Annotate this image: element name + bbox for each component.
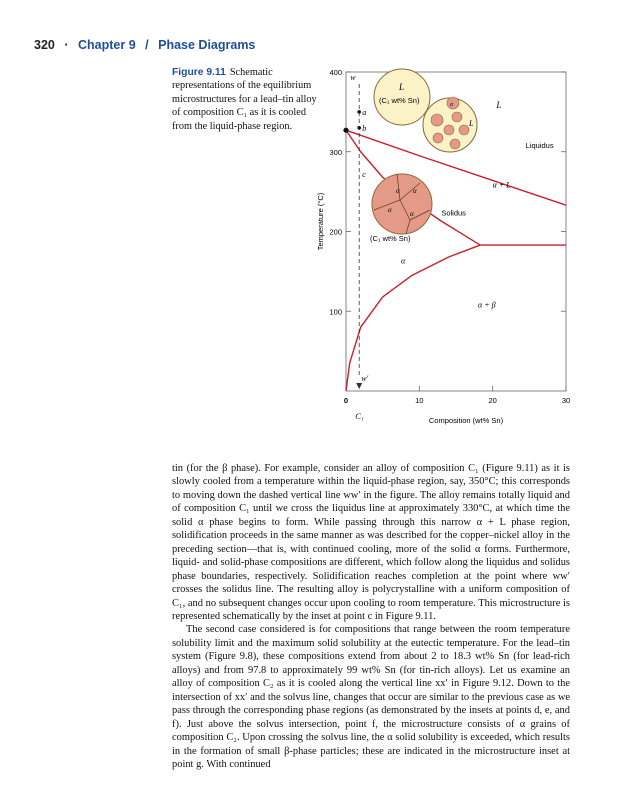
page-number: 320 (34, 38, 55, 52)
inset-c-alpha-grains (370, 174, 432, 243)
caption-text: Schematic representations of the equilibrium microstructures for a lead–tin alloy of composition C₁ as it is cooled from the liquid-phase region. (172, 67, 317, 132)
inset-c-grain-label: α (413, 187, 417, 195)
point-label-a: a (362, 107, 367, 117)
inset-b-grain (431, 114, 443, 126)
inset-c-composition: (C₁ wt% Sn) (370, 234, 411, 243)
y-tick-label: 100 (329, 307, 342, 317)
inset-b-alpha-liquid (423, 97, 477, 152)
inset-a-phase-label: L (399, 82, 405, 92)
inset-c-grain-label: α (396, 187, 400, 195)
phase-diagram-chart (300, 60, 590, 430)
body-paragraph: tin (for the β phase). For example, consider an alloy of composition C₁ (Figure 9.11) as it is slowly cooled from a temperature within the liquid-phase region, say, 350°C; this corresponds to moving down the dashed vertical line ww′ in the figure. The alloy remains totally liquid and of composition C₁ until we cross the liquidus line at approximately 330°C, at which time the solid α phase begins to form. While passing through this narrow α + L phase region, solidification proceeds in the same manner as was described for the copper–nickel alloy in the preceding section—that is, with continued cooling, more of the solid α forms. Furthermore, liquid- and solid-phase compositions are different, which follow along the liquidus and solidus phase boundaries, respectively. Solidification reaches completion at the point where ww′ crosses the solidus line. The resulting alloy is polycrystalline with a uniform composition of C₁, and no subsequent changes occur upon cooling to room temperature. This microstructure is represented schematically by the inset at point c in Figure 9.11. (172, 463, 570, 622)
y-tick-label: 400 (329, 68, 342, 77)
body-paragraph: The second case considered is for compositions that range between the room temperature solubility limit and the maximum solid solubility at the eutectic temperature. For the lead–tin system (Figure 9.8), these compositions extend from about 2 to 18.3 wt% Sn (for lead-rich alloys) and from 97.8 to approximately 99 wt% Sn (for tin-rich alloys). Let us examine an alloy of composition C₂ as it is cooled along the vertical line xx′ in Figure 9.12. Down to the intersection of xx′ and the solvus line, changes that occur are similar to the previous case as we pass through the corresponding phase regions (as demonstrated by the insets at points d, e, and f). Just above the solvus intersection, point f, the microstructure consists of α grains of composition C₂. Upon crossing the solvus line, the α solid solubility is exceeded, which results in the formation of small β-phase particles; these are indicated in the microstructure inset at point g. With continued (172, 624, 570, 770)
inset-b-grain (444, 125, 454, 135)
inset-b-liquid-label: L (469, 119, 474, 128)
body-text (172, 462, 570, 771)
region-label-alpha-plus-L: α + L (492, 180, 511, 190)
region-label-alpha: α (401, 256, 406, 266)
point-label-w: w (350, 72, 356, 82)
lead-melting-point (343, 128, 348, 133)
inset-b-grain (433, 133, 443, 143)
phase-diagram-figure (300, 60, 590, 435)
chapter-label: Chapter 9 (78, 38, 136, 52)
inset-c-grain-label: α (410, 210, 414, 218)
y-tick-label: 300 (329, 147, 342, 157)
region-label-alpha-plus-beta: α + β (478, 300, 496, 310)
chapter-title: Phase Diagrams (158, 38, 256, 52)
solvus-line (346, 245, 480, 391)
point-b-marker (357, 126, 361, 130)
x-axis-label: Composition (wt% Sn) (428, 416, 504, 425)
region-label-L: L (496, 99, 502, 110)
point-label-c: c (362, 170, 366, 180)
point-label-b: b (362, 123, 367, 133)
inset-b-grain (459, 125, 469, 135)
alloy-arrow (356, 383, 362, 389)
point-label-wprime: w' (361, 374, 369, 384)
liquidus-label: Liquidus (525, 140, 554, 150)
inset-b-grain (450, 139, 460, 149)
inset-c-grain-label: α (388, 206, 392, 214)
x-tick-label: 30 (561, 396, 571, 405)
header-separator: / (145, 38, 149, 52)
header-bullet: · (64, 38, 69, 52)
inset-b-grain (452, 112, 462, 122)
x-tick-label: 20 (488, 396, 497, 405)
solidus-label: Solidus (441, 208, 466, 218)
y-axis-label: Temperature (°C) (316, 192, 325, 251)
x-tick-label: 0 (343, 396, 349, 405)
inset-b-grain-label: α (450, 102, 454, 108)
y-tick-label: 200 (329, 227, 342, 237)
figure-label: Figure 9.11 (172, 67, 226, 78)
x-tick-label: 10 (415, 396, 424, 405)
inset-a-liquid (374, 69, 430, 125)
c1-marker: C₁ (355, 411, 364, 421)
inset-a-composition: (C₁ wt% Sn) (379, 96, 420, 105)
point-a-marker (357, 110, 361, 114)
running-header (34, 38, 255, 52)
